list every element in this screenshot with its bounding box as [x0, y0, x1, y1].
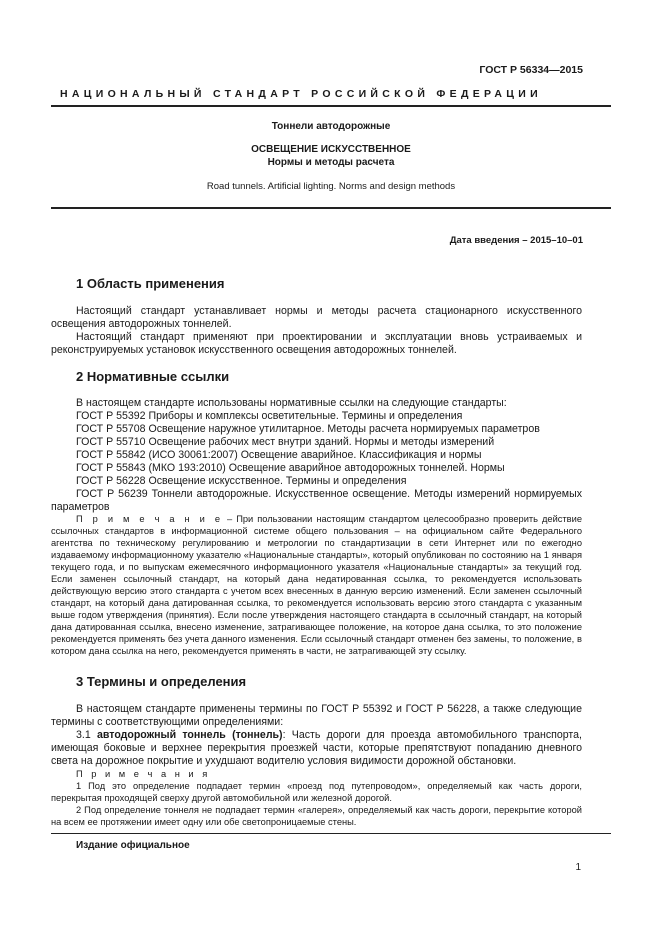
- section3-intro: В настоящем стандарте применены термины по ГОСТ Р 55392 и ГОСТ Р 56228, а также следующие термины с соответствующими определениями:: [51, 703, 582, 728]
- reference-item: ГОСТ Р 55708 Освещение наружное утилитарное. Методы расчета нормируемых параметров: [76, 423, 540, 435]
- page-number: 1: [575, 862, 581, 873]
- title-divider: [51, 207, 611, 209]
- title-english: Road tunnels. Artificial lighting. Norms and design methods: [206, 181, 456, 192]
- term-definition-text: : Часть дороги для проезда автомобильного транспорта, имеющая боковые и верхнее перекрытия проезжей части, которые препятствуют попаданию дневного света на дорожное покрытие и ухудшают водителю условия видимости дорожной обстановки.: [51, 729, 582, 767]
- section1-heading: 1 Область применения: [76, 276, 225, 291]
- title-sub: Нормы и методы расчета: [267, 157, 395, 168]
- term-number: 3.1: [76, 729, 91, 741]
- section2-intro: В настоящем стандарте использованы нормативные ссылки на следующие стандарты:: [76, 397, 507, 409]
- note-text: – При пользовании настоящим стандартом целесообразно проверить действие ссылочных стандартов в информационной системе общего пользования – на официальном сайте Федерального агентства по техническому регулированию и метрологии по стандартизации в сети Интернет или по ежегодно издаваемому информационному указателю «Национальные стандарты», который опубликован по состоянию на 1 января текущего года, и по выпускам ежемесячного информационного указателя «Национальные стандарты» за текущий год. Если заменен ссылочный стандарт, на который дана недатированная ссылка, то рекомендуется использовать действующую версию этого стандарта с учетом всех внесенных в данную версию изменений. Если заменен ссылочный стандарт, на который дана датированная ссылка, то рекомендуется использовать версию этого стандарта с указанным выше годом утверждения (принятия). Если после утверждения настоящего стандарта в ссылочный стандарт, на который дана датированная ссылка, внесено изменение, затрагивающее положение, на которое дана ссылка, то это положение рекомендуется применять без учета данного изменения. Если ссылочный стандарт отменен без замены, то положение, в котором дана ссылка на него, рекомендуется применять в части, не затрагивающей эту ссылку.: [51, 514, 582, 656]
- reference-item: ГОСТ Р 55842 (ИСО 30061:2007) Освещение аварийное. Классификация и нормы: [76, 449, 482, 461]
- reference-item: ГОСТ Р 55843 (МКО 193:2010) Освещение аварийное автодорожных тоннелей. Нормы: [76, 462, 505, 474]
- term-definition: [51, 729, 582, 768]
- reference-item: ГОСТ Р 55392 Приборы и комплексы осветительные. Термины и определения: [76, 410, 463, 422]
- effective-date: Дата введения – 2015–10–01: [449, 235, 583, 246]
- header-divider: [51, 105, 611, 107]
- footer-divider: [51, 833, 611, 834]
- reference-item-last: ГОСТ Р 56239 Тоннели автодорожные. Искусственное освещение. Методы измерений нормируемых параметров: [51, 488, 582, 513]
- section3-note-2: 2 Под определение тоннеля не подпадает термин «галерея», определяемый как часть дороги, перекрытие которой на всем ее протяжении имеет одну или обе светопроницаемые стены.: [51, 805, 582, 827]
- section2-note: [51, 513, 582, 657]
- reference-item: ГОСТ Р 55710 Освещение рабочих мест внутри зданий. Нормы и методы измерений: [76, 436, 495, 448]
- section3-heading: 3 Термины и определения: [76, 674, 247, 689]
- term-name: автодорожный тоннель (тоннель): [97, 729, 283, 741]
- edition-label: Издание официальное: [76, 840, 190, 851]
- reference-item: ГОСТ Р 56228 Освещение искусственное. Термины и определения: [76, 475, 407, 487]
- title-subject: Тоннели автодорожные: [271, 121, 391, 132]
- gost-number: ГОСТ Р 56334—2015: [479, 64, 583, 76]
- section3-notes-label: П р и м е ч а н и я: [76, 769, 211, 779]
- section3-note-1: 1 Под это определение подпадает термин «проезд под путепроводом», определяемый как часть дороги, перекрытая проходящей сверху другой автомобильной или железной дорогой.: [51, 781, 582, 803]
- section1-paragraph-1: Настоящий стандарт устанавливает нормы и методы расчета стационарного искусственного освещения автодорожных тоннелей.: [51, 305, 582, 330]
- title-main: ОСВЕЩЕНИЕ ИСКУССТВЕННОЕ: [251, 144, 411, 155]
- section1-paragraph-2: Настоящий стандарт применяют при проектировании и эксплуатации вновь устраиваемых и реконструируемых установок искусственного освещения автодорожных тоннелей.: [51, 331, 582, 356]
- note-label: П р и м е ч а н и е: [76, 514, 224, 524]
- national-standard-banner: НАЦИОНАЛЬНЫЙ СТАНДАРТ РОССИЙСКОЙ ФЕДЕРАЦИИ: [60, 88, 542, 100]
- section2-heading: 2 Нормативные ссылки: [76, 369, 230, 384]
